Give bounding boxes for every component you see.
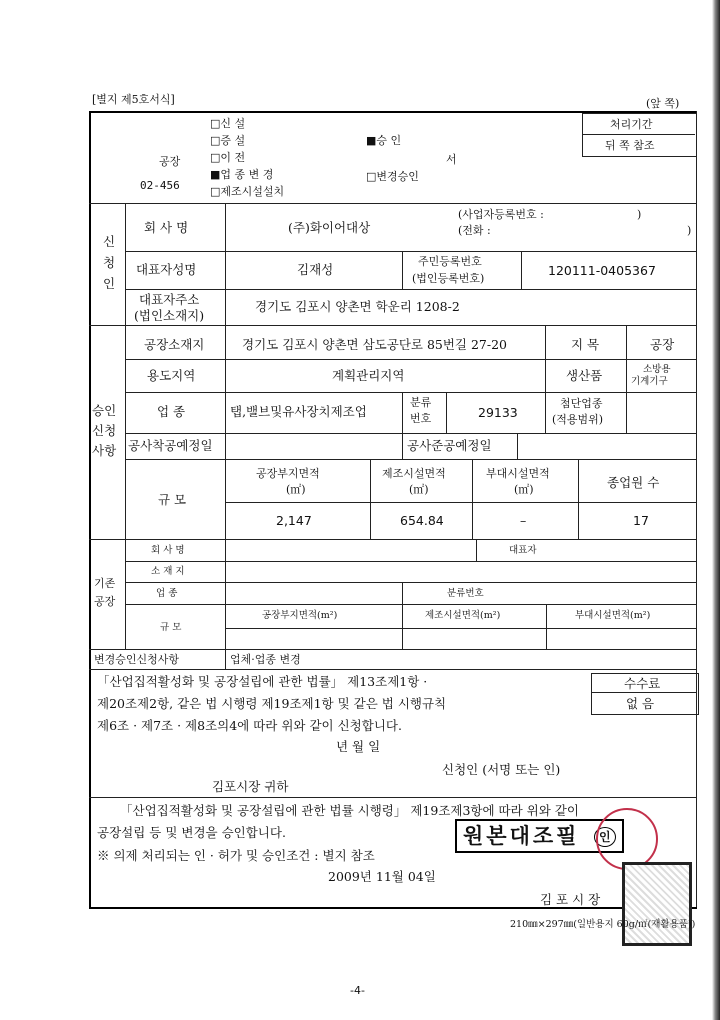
section-label-column	[125, 203, 126, 539]
certified-copy-stamp-text: 원본대조필	[463, 824, 580, 848]
change-label: 변경승인신청사항	[94, 653, 180, 666]
existing-label-2: 공장	[94, 595, 116, 608]
scale-col-1	[370, 459, 371, 539]
approval-line-2: 공장설립 등 및 변경을 승인합니다.	[97, 825, 286, 840]
existing-company-label: 회 사 명	[151, 545, 185, 556]
existing-class-col	[402, 582, 403, 649]
processing-label: 처리기간	[610, 118, 653, 131]
rep-rule	[125, 251, 697, 252]
bizno-label: (사업자등록번호 :	[458, 208, 544, 221]
processing-divider	[582, 134, 695, 135]
employees-label: 종업원 수	[607, 475, 660, 490]
industry-rule	[125, 392, 697, 393]
stamp-seal-mark: 인	[594, 827, 616, 847]
regno-col-left	[402, 251, 403, 289]
regno-col-right	[521, 251, 522, 289]
request-label-3: 사항	[92, 443, 117, 458]
hitech-label-1: 첨단업종	[560, 397, 603, 410]
existing-scale-label: 규 모	[160, 622, 182, 633]
applicant-label-col	[225, 203, 226, 325]
site-area-unit: (㎡)	[286, 483, 306, 496]
class-label-2: 번호	[410, 412, 432, 425]
factory-prefix: 공장	[159, 155, 181, 168]
scale-label: 규 모	[158, 492, 187, 507]
industry-label: 업 종	[157, 404, 186, 419]
end-date-col	[517, 433, 518, 459]
type-suffix: 서	[446, 153, 457, 166]
processing-value: 뒤 쪽 참조	[605, 139, 655, 152]
approval-issuer: 김 포 시 장	[540, 892, 601, 907]
addr-label-1: 대표자주소	[139, 292, 200, 307]
request-label-1: 승인	[92, 403, 117, 418]
existing-mfg-label: 제조시설면적(m²)	[425, 610, 501, 621]
phone-close: )	[687, 224, 692, 237]
existing-rule-3	[125, 604, 697, 605]
rep-name: 김재성	[297, 262, 334, 277]
fee-divider	[591, 692, 697, 693]
zone-rule	[125, 359, 697, 360]
end-date-label: 공사준공예정일	[407, 438, 492, 453]
scale-rule	[125, 459, 697, 460]
existing-section-col	[125, 539, 126, 649]
approval-date: 2009년 11월 04일	[328, 869, 436, 884]
applicant-top-rule	[89, 203, 697, 204]
zone-label: 용도지역	[147, 368, 196, 383]
scale-label-col	[225, 459, 226, 539]
start-date-label: 공사착공예정일	[128, 438, 213, 453]
red-round-seal	[596, 808, 658, 870]
addr-label-2: (법인소재지)	[134, 308, 205, 323]
bizno-close: )	[637, 208, 642, 221]
applicant-section-label-2: 청	[103, 255, 116, 270]
class-label-1: 분류	[410, 396, 432, 409]
employees-value: 17	[633, 513, 649, 528]
industry-value: 탭,밸브및유사장치제조업	[230, 404, 367, 419]
regno-value: 120111-0405367	[548, 263, 656, 278]
regno-label-1: 주민등록번호	[418, 255, 482, 268]
land-cat-value: 공장	[650, 337, 675, 352]
rep-label: 대표자성명	[136, 262, 197, 277]
product-label: 생산품	[566, 368, 603, 383]
scale-col-3	[578, 459, 579, 539]
mfg-area-value: 654.84	[400, 513, 444, 528]
statement-date: 년 월 일	[336, 739, 381, 754]
statement-addressee: 김포시장 귀하	[212, 779, 289, 794]
mfg-area-unit: (㎡)	[409, 483, 429, 496]
change-top-rule	[89, 649, 697, 650]
change-value: 업체·업종 변경	[230, 653, 301, 666]
applicant-section-label-3: 인	[103, 276, 116, 291]
existing-addr-label: 소 재 지	[151, 566, 185, 577]
type-change-approval: □변경승인	[366, 170, 419, 183]
type-option-relocate: □이 전	[210, 151, 246, 164]
statement-line-2: 제20조제2항, 같은 법 시행령 제19조제1항 및 같은 법 시행규칙	[97, 696, 447, 711]
existing-rule-2	[125, 582, 697, 583]
change-col	[225, 649, 226, 669]
class-col-left	[402, 392, 403, 459]
existing-label-col	[225, 539, 226, 649]
statement-line-3: 제6조 · 제7조 · 제8조의4에 따라 위와 같이 신청합니다.	[97, 718, 402, 733]
frame-right	[696, 111, 697, 908]
company-label: 회 사 명	[144, 220, 189, 235]
statement-line-1: 「산업집적활성화 및 공장설립에 관한 법률」 제13조제1항 ·	[97, 674, 428, 689]
statement-applicant: 신청인 (서명 또는 인)	[442, 762, 561, 777]
existing-aux-label: 부대시설면적(m²)	[575, 610, 651, 621]
scale-mid-rule	[225, 502, 697, 503]
frame-bottom	[89, 907, 697, 909]
request-label-2: 신청	[92, 423, 117, 438]
request-top-rule	[89, 325, 697, 326]
site-area-value: 2,147	[276, 513, 312, 528]
scan-edge	[712, 0, 720, 1020]
form-number: [별지 제5호서식]	[92, 93, 175, 106]
approval-line-1: 「산업집적활성화 및 공장설립에 관한 법률 시행령」 제19조제3항에 따라 위와 같이	[120, 803, 579, 818]
construction-rule	[125, 433, 697, 434]
type-option-facility: □제조시설설치	[210, 185, 285, 198]
company-name: (주)화이어대상	[288, 220, 371, 235]
type-option-industry-change: ■업 종 변 경	[210, 168, 274, 181]
statement-top-rule	[89, 669, 697, 670]
applicant-section-label-1: 신	[103, 234, 116, 249]
addr-rule	[125, 289, 697, 290]
page-side: (앞 쪽)	[646, 97, 680, 110]
hitech-label-2: (적용범위)	[552, 413, 604, 426]
land-col-left	[545, 325, 546, 433]
scale-col-2	[472, 459, 473, 539]
aux-area-unit: (㎡)	[514, 483, 534, 496]
type-approval: ■승 인	[366, 134, 402, 147]
existing-site-label: 공장부지면적(m²)	[262, 610, 338, 621]
phone-label: (전화 :	[458, 224, 491, 237]
approval-line-3: ※ 의제 처리되는 인 · 허가 및 승인조건 : 별지 참조	[97, 848, 375, 863]
existing-class-label: 분류번호	[447, 588, 484, 599]
factory-loc-label: 공장소재지	[144, 337, 205, 352]
form-code: 02-456	[140, 179, 180, 192]
mfg-area-label: 제조시설면적	[382, 467, 446, 480]
existing-rep-col	[476, 539, 477, 561]
existing-rep-label: 대표자	[509, 545, 537, 556]
page-number: -4-	[350, 984, 365, 997]
existing-rule-4	[225, 628, 697, 629]
approval-top-rule	[89, 797, 697, 798]
product-value-1: 소방용	[643, 364, 671, 375]
city-mayor-seal	[622, 862, 692, 946]
regno-label-2: (법인등록번호)	[412, 272, 485, 285]
type-option-new: □신 설	[210, 117, 246, 130]
aux-area-label: 부대시설면적	[486, 467, 550, 480]
type-option-expand: □증 설	[210, 134, 246, 147]
existing-label-1: 기존	[94, 577, 116, 590]
frame-left	[89, 111, 91, 908]
class-value: 29133	[478, 405, 518, 420]
existing-rule-1	[125, 561, 697, 562]
existing-industry-label: 업 종	[156, 588, 178, 599]
existing-aux-col	[546, 604, 547, 649]
land-cat-label: 지 목	[571, 337, 600, 352]
class-col-right	[446, 392, 447, 433]
factory-loc-value: 경기도 김포시 양촌면 삼도공단로 85번길 27-20	[242, 337, 508, 352]
fee-label: 수수료	[624, 676, 661, 691]
addr-value: 경기도 김포시 양촌면 학운리 1208-2	[255, 299, 460, 314]
product-value-2: 기계기구	[631, 376, 668, 387]
aux-area-value: –	[520, 513, 527, 528]
site-area-label: 공장부지면적	[256, 467, 320, 480]
fee-value: 없 음	[626, 696, 655, 711]
paper-size-note: 210㎜×297㎜(일반용지 60g/㎡(재활용품))	[510, 919, 696, 930]
zone-value: 계획관리지역	[332, 368, 405, 383]
existing-top-rule	[89, 539, 697, 540]
land-col-right	[626, 325, 627, 433]
